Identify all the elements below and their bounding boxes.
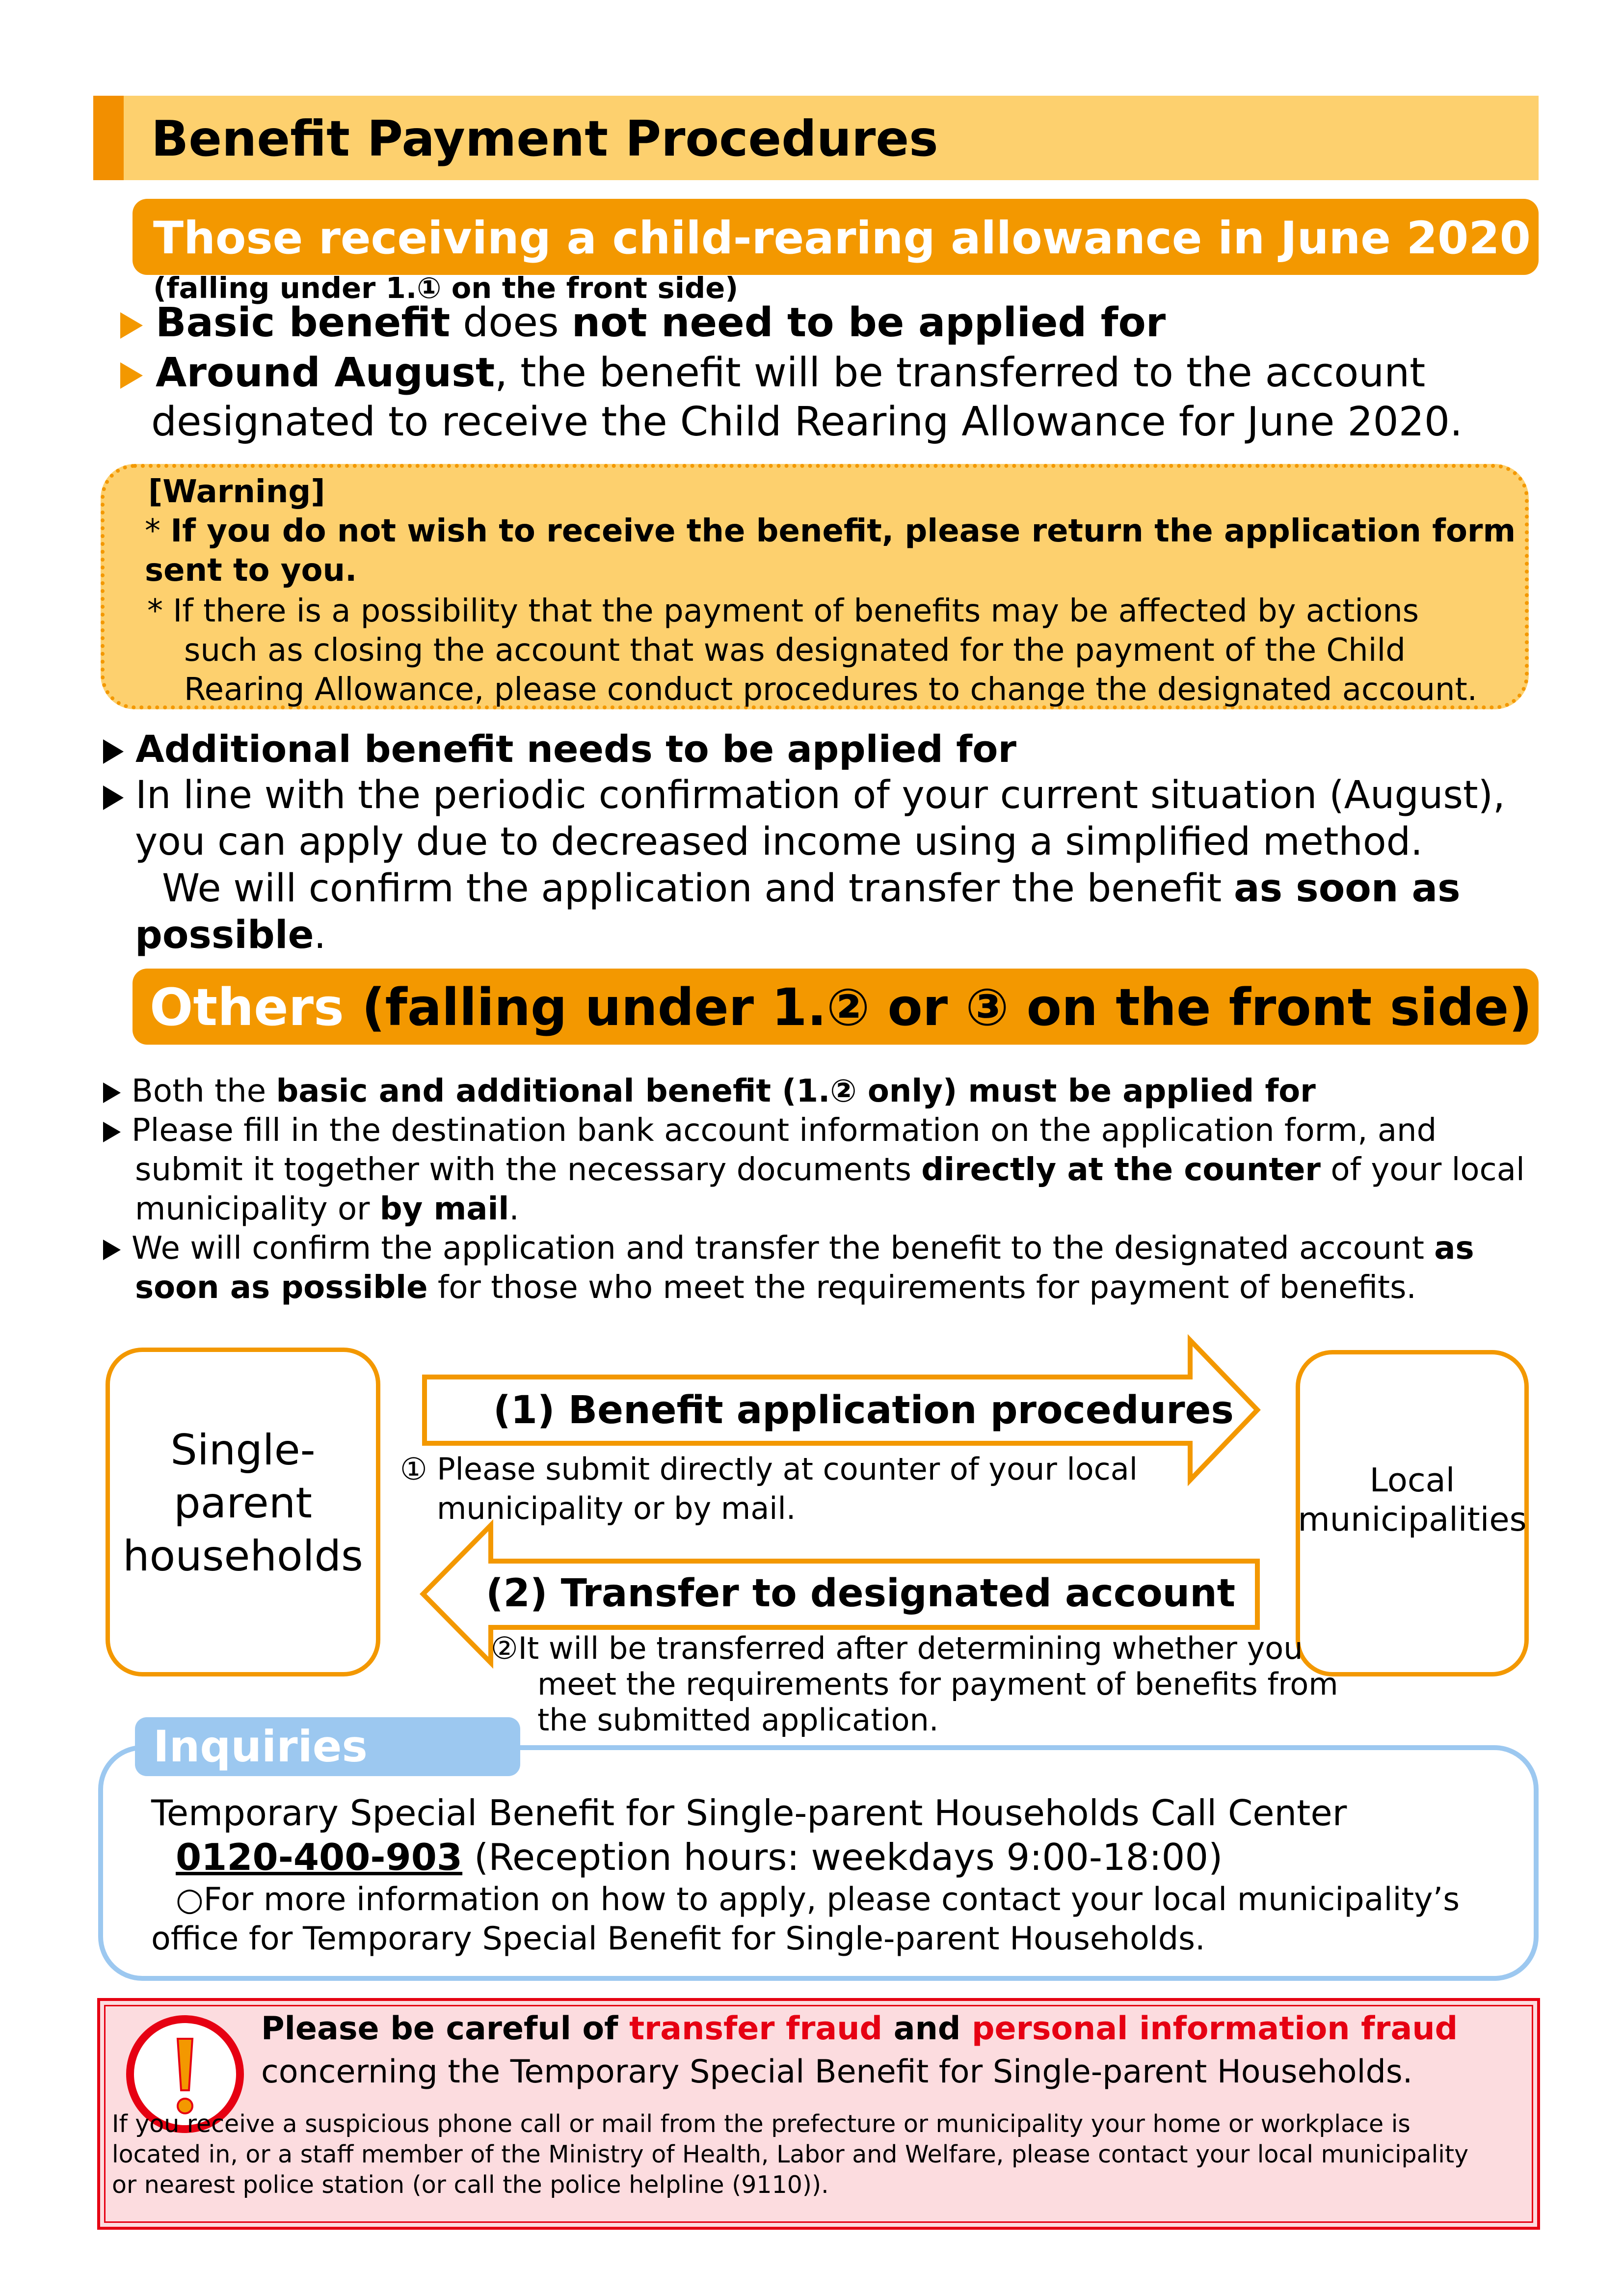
section1-title: Those receiving a child-rearing allowance in June 2020 bbox=[153, 213, 1531, 264]
basic-benefit-bullet: Basic benefit does not need to be applied for bbox=[120, 298, 1166, 348]
single-parent-households-label: Single- parent households bbox=[123, 1426, 363, 1581]
inquiries-info-line2: office for Temporary Special Benefit for Single-parent Households. bbox=[151, 1920, 1205, 1957]
section2-bullet2-line3: municipality or by mail. bbox=[135, 1191, 519, 1227]
fraud-detail-line1: If you receive a suspicious phone call or mail from the prefecture or municipality your home or workplace is bbox=[112, 2110, 1410, 2138]
arrow2-title: (2) Transfer to designated account bbox=[486, 1571, 1236, 1616]
warning-item2-line2: such as closing the account that was designated for the payment of the Child bbox=[184, 632, 1406, 669]
section2-bullet2-line2: submit it together with the necessary documents directly at the counter of your local bbox=[135, 1152, 1525, 1188]
local-municipalities-label: Local municipalities bbox=[1298, 1461, 1527, 1539]
section2-bullet3-line2: soon as possible for those who meet the requirements for payment of benefits. bbox=[135, 1270, 1416, 1306]
fraud-warning-subheading: concerning the Temporary Special Benefit for Single-parent Households. bbox=[261, 2053, 1413, 2090]
fraud-detail-line3: or nearest police station (or call the police helpline (9110)). bbox=[112, 2171, 829, 2199]
call-center-phone-line: 0120-400-903 (Reception hours: weekdays 9:00-18:00) bbox=[176, 1836, 1223, 1879]
fraud-detail-line2: located in, or a staff member of the Ministry of Health, Labor and Welfare, please contact your local municipality bbox=[112, 2140, 1469, 2168]
additional-benefit-heading: Additional benefit needs to be applied for bbox=[103, 725, 1016, 774]
section2-bullet2: Please fill in the destination bank account information on the application form, and bbox=[103, 1111, 1437, 1150]
section1-subtitle: (falling under 1.① on the front side) bbox=[153, 271, 739, 305]
call-center-name: Temporary Special Benefit for Single-parent Households Call Center bbox=[151, 1792, 1347, 1834]
phone-number-link[interactable]: 0120-400-903 bbox=[176, 1836, 463, 1879]
around-august-bullet: Around August, the benefit will be transferred to the account bbox=[120, 349, 1425, 398]
additional-line1: In line with the periodic confirmation of your current situation (August), bbox=[103, 771, 1505, 820]
arrow1-title: (1) Benefit application procedures bbox=[493, 1388, 1234, 1432]
warning-heading: [Warning] bbox=[148, 474, 325, 510]
section2-bullet3: We will confirm the application and transfer the benefit to the designated account as bbox=[103, 1229, 1474, 1268]
additional-line3: We will confirm the application and transfer the benefit as soon as bbox=[162, 866, 1461, 911]
arrow2-desc-line3: the submitted application. bbox=[537, 1702, 939, 1738]
around-august-line2: designated to receive the Child Rearing Allowance for June 2020. bbox=[151, 399, 1463, 445]
arrow2-desc-line1: ②It will be transferred after determining whether you bbox=[491, 1630, 1303, 1666]
section2-bullet1: Both the basic and additional benefit (1.② only) must be applied for bbox=[103, 1072, 1316, 1111]
fraud-warning-heading: Please be careful of transfer fraud and personal information fraud bbox=[261, 2010, 1458, 2047]
arrow1-desc-line2: municipality or by mail. bbox=[437, 1490, 796, 1526]
warning-item1: * If you do not wish to receive the benefit, please return the application form bbox=[145, 513, 1516, 549]
inquiries-info-line1: ○For more information on how to apply, please contact your local municipality’s bbox=[176, 1881, 1460, 1918]
warning-item1-line2: sent to you. bbox=[145, 552, 357, 589]
arrow2-desc-line2: meet the requirements for payment of benefits from bbox=[537, 1666, 1338, 1702]
warning-item2-line1: * If there is a possibility that the payment of benefits may be affected by actions bbox=[147, 593, 1419, 629]
arrow1-desc-line1: ① Please submit directly at counter of your local bbox=[400, 1451, 1138, 1487]
page-title: Benefit Payment Procedures bbox=[151, 110, 938, 167]
additional-line4: possible. bbox=[135, 913, 326, 957]
inquiries-title: Inquiries bbox=[153, 1721, 368, 1772]
warning-item2-line3: Rearing Allowance, please conduct procedures to change the designated account. bbox=[184, 672, 1477, 708]
additional-line2: you can apply due to decreased income using a simplified method. bbox=[135, 820, 1423, 864]
section2-title: Others (falling under 1.② or ③ on the front side) bbox=[150, 977, 1532, 1037]
